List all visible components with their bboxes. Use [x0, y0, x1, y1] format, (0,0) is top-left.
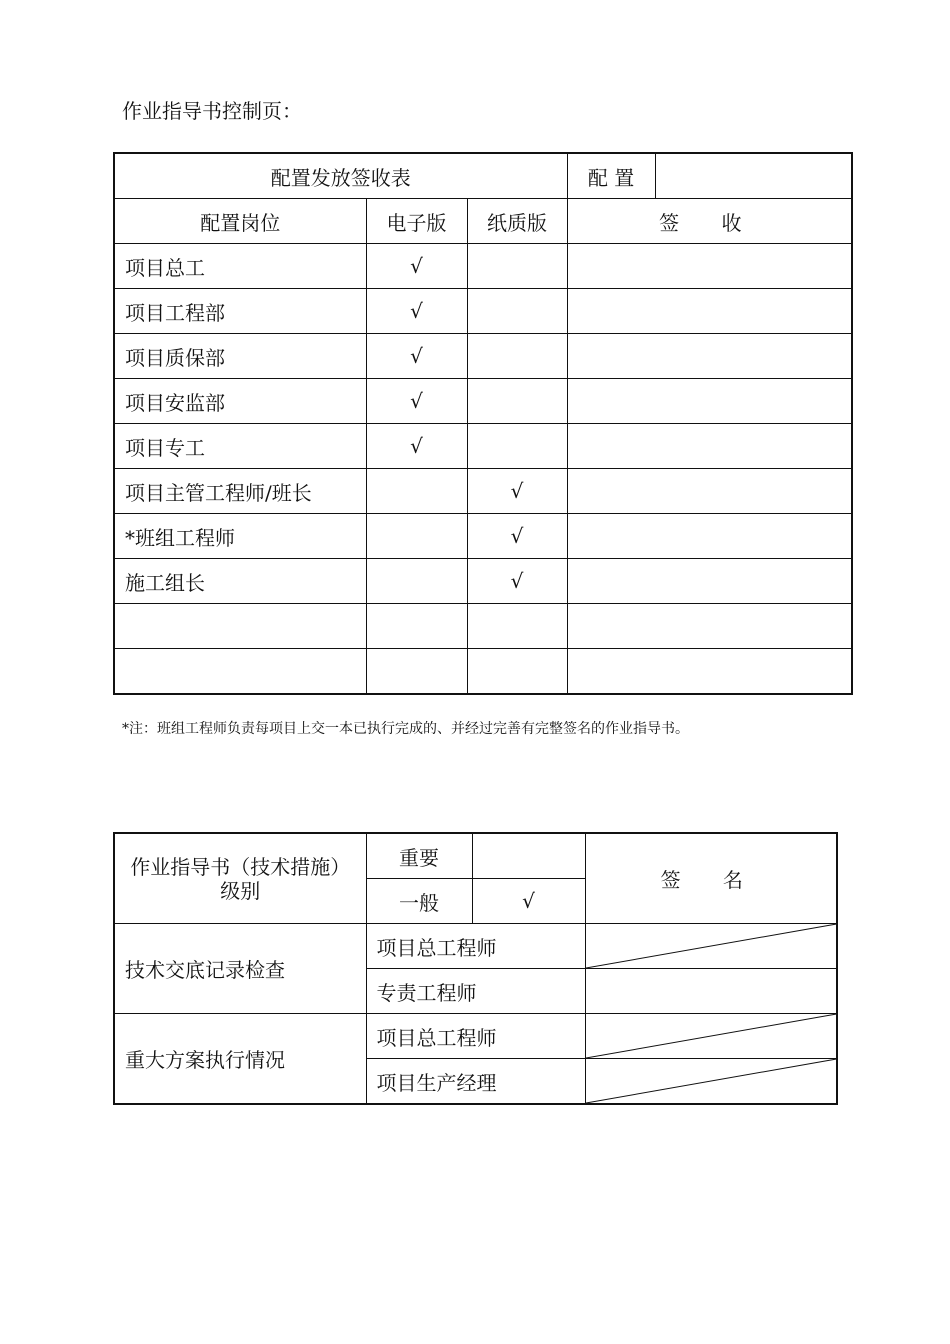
- level-label: 作业指导书（技术措施）级别: [114, 833, 366, 924]
- header-post: 配置岗位: [114, 199, 366, 244]
- table-row: [114, 244, 852, 289]
- table-row: [114, 649, 852, 695]
- row-electronic: [366, 469, 467, 514]
- row-electronic: [366, 514, 467, 559]
- row-electronic: [366, 604, 467, 649]
- table-row: [114, 604, 852, 649]
- row-paper: √: [467, 559, 567, 604]
- section-role: 项目总工程师: [366, 1014, 585, 1059]
- general-label: 一般: [366, 879, 472, 924]
- row-post: [114, 649, 366, 695]
- row-electronic: √: [366, 379, 467, 424]
- distribution-table: [113, 152, 853, 695]
- table-row: [114, 424, 852, 469]
- config-value[interactable]: [655, 153, 852, 199]
- section-role: 项目总工程师: [366, 924, 585, 969]
- row-paper: [467, 424, 567, 469]
- signature-cell[interactable]: [585, 969, 837, 1014]
- header-electronic: 电子版: [366, 199, 467, 244]
- row-sign[interactable]: [567, 559, 852, 604]
- diagonal-strike: [586, 1059, 837, 1103]
- important-label: 重要: [366, 833, 472, 879]
- header-sign: 签 收: [567, 199, 852, 244]
- row-sign[interactable]: [567, 289, 852, 334]
- table-row: [114, 469, 852, 514]
- table-row: [114, 379, 852, 424]
- section-name: 技术交底记录检查: [114, 924, 366, 1014]
- row-electronic: √: [366, 424, 467, 469]
- row-paper: [467, 334, 567, 379]
- row-sign[interactable]: [567, 604, 852, 649]
- section-role: 项目生产经理: [366, 1059, 585, 1105]
- general-mark[interactable]: √: [472, 879, 585, 924]
- diagonal-strike: [586, 1014, 837, 1058]
- row-sign[interactable]: [567, 379, 852, 424]
- row-paper: √: [467, 469, 567, 514]
- footnote: *注：班组工程师负责每项目上交一本已执行完成的、并经过完善有完整签名的作业指导书。: [122, 721, 689, 737]
- row-electronic: √: [366, 289, 467, 334]
- row-paper: √: [467, 514, 567, 559]
- table-row: [114, 559, 852, 604]
- row-sign[interactable]: [567, 424, 852, 469]
- row-post: 项目主管工程师/班长: [114, 469, 366, 514]
- row-post: 项目专工: [114, 424, 366, 469]
- important-mark[interactable]: [472, 833, 585, 879]
- row-paper: [467, 604, 567, 649]
- row-post: 施工组长: [114, 559, 366, 604]
- row-electronic: [366, 649, 467, 695]
- signature-cell[interactable]: [585, 924, 837, 969]
- row-sign[interactable]: [567, 649, 852, 695]
- diagonal-strike: [586, 924, 837, 968]
- row-paper: [467, 289, 567, 334]
- section-name: 重大方案执行情况: [114, 1014, 366, 1105]
- header-paper: 纸质版: [467, 199, 567, 244]
- row-paper: [467, 244, 567, 289]
- page-title: 作业指导书控制页：: [122, 99, 302, 123]
- signature-cell[interactable]: [585, 1014, 837, 1059]
- row-sign[interactable]: [567, 334, 852, 379]
- row-sign[interactable]: [567, 469, 852, 514]
- distribution-table-title: 配置发放签收表: [114, 153, 567, 199]
- table-row: [114, 334, 852, 379]
- row-post: *班组工程师: [114, 514, 366, 559]
- row-electronic: √: [366, 244, 467, 289]
- row-post: 项目质保部: [114, 334, 366, 379]
- row-electronic: √: [366, 334, 467, 379]
- level-table: [113, 832, 838, 1105]
- row-sign[interactable]: [567, 514, 852, 559]
- table-row: [114, 289, 852, 334]
- row-post: 项目总工: [114, 244, 366, 289]
- row-paper: [467, 649, 567, 695]
- signature-header: 签 名: [585, 833, 837, 924]
- section-role: 专责工程师: [366, 969, 585, 1014]
- row-post: 项目安监部: [114, 379, 366, 424]
- table-row: [114, 514, 852, 559]
- signature-cell[interactable]: [585, 1059, 837, 1105]
- row-post: 项目工程部: [114, 289, 366, 334]
- row-paper: [467, 379, 567, 424]
- row-post: [114, 604, 366, 649]
- config-label: 配 置: [567, 153, 655, 199]
- row-electronic: [366, 559, 467, 604]
- row-sign[interactable]: [567, 244, 852, 289]
